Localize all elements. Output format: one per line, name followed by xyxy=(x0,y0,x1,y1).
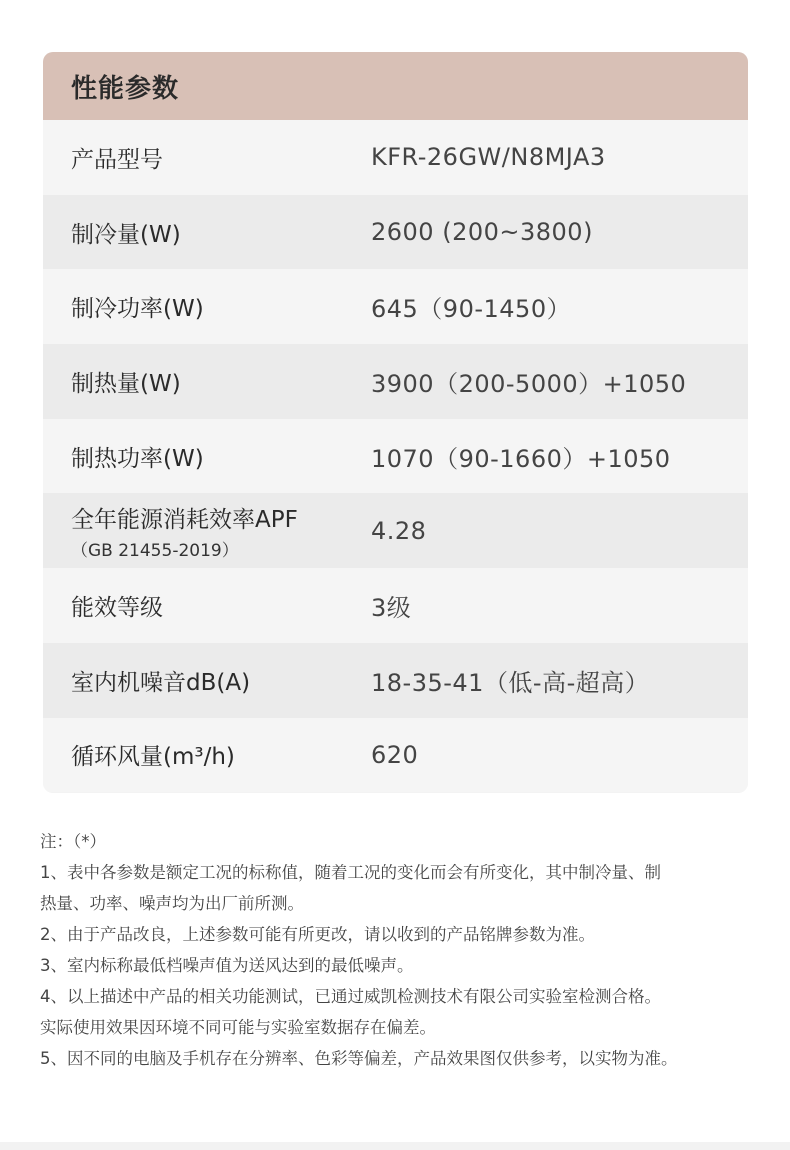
spec-value: 18-35-41（低-高-超高） xyxy=(371,668,650,697)
spec-value: KFR-26GW/N8MJA3 xyxy=(371,143,606,172)
footnote-line: 2、由于产品改良，上述参数可能有所更改，请以收到的产品铭牌参数为准。 xyxy=(40,925,595,944)
spec-row-apf xyxy=(43,493,748,568)
footnote-line: 实际使用效果因环境不同可能与实验室数据存在偏差。 xyxy=(40,1018,436,1037)
spec-table-header xyxy=(43,52,748,120)
spec-label: 循环风量(m³/h) xyxy=(71,744,235,771)
spec-label: 能效等级 xyxy=(71,594,163,621)
spec-value: 2600 (200~3800) xyxy=(371,218,593,247)
spec-row-cooling-capacity xyxy=(43,195,748,270)
spec-row-energy-grade xyxy=(43,568,748,643)
footnotes xyxy=(40,826,770,1074)
footnote-line: 3、室内标称最低档噪声值为送风达到的最低噪声。 xyxy=(40,956,414,975)
footnote-line: 注：（*） xyxy=(40,832,106,851)
spec-row-noise xyxy=(43,643,748,718)
spec-label: 制热量(W) xyxy=(71,370,181,397)
spec-value: 3级 xyxy=(371,593,412,622)
spec-label: 室内机噪音dB(A) xyxy=(71,669,251,696)
spec-value: 645（90-1450） xyxy=(371,295,572,324)
spec-table-title: 性能参数 xyxy=(71,73,180,104)
spec-label: 产品型号 xyxy=(71,146,163,173)
spec-row-heating-power xyxy=(43,419,748,494)
spec-table-card xyxy=(43,52,748,793)
spec-label: 制热功率(W) xyxy=(71,445,204,472)
spec-value: 4.28 xyxy=(371,516,427,545)
footnote-line: 1、表中各参数是额定工况的标称值，随着工况的变化而会有所变化，其中制冷量、制 xyxy=(40,863,661,882)
spec-row-cooling-power xyxy=(43,269,748,344)
footnote-line: 4、以上描述中产品的相关功能测试，已通过威凯检测技术有限公司实验室检测合格。 xyxy=(40,987,661,1006)
spec-value: 1070（90-1660）+1050 xyxy=(371,444,671,473)
spec-label-sub: （GB 21455-2019） xyxy=(71,540,239,561)
bottom-divider xyxy=(0,1142,790,1150)
spec-row-model xyxy=(43,120,748,195)
spec-label: 制冷功率(W) xyxy=(71,296,204,323)
footnote-line: 热量、功率、噪声均为出厂前所测。 xyxy=(40,894,304,913)
spec-value: 620 xyxy=(371,740,419,769)
spec-label: 制冷量(W) xyxy=(71,221,181,248)
spec-row-airflow xyxy=(43,718,748,793)
spec-label-main: 全年能源消耗效率APF xyxy=(71,506,298,533)
spec-value: 3900（200-5000）+1050 xyxy=(371,369,687,398)
spec-row-heating-capacity xyxy=(43,344,748,419)
spec-label xyxy=(43,501,343,561)
footnote-line: 5、因不同的电脑及手机存在分辨率、色彩等偏差，产品效果图仅供参考，以实物为准。 xyxy=(40,1049,678,1068)
